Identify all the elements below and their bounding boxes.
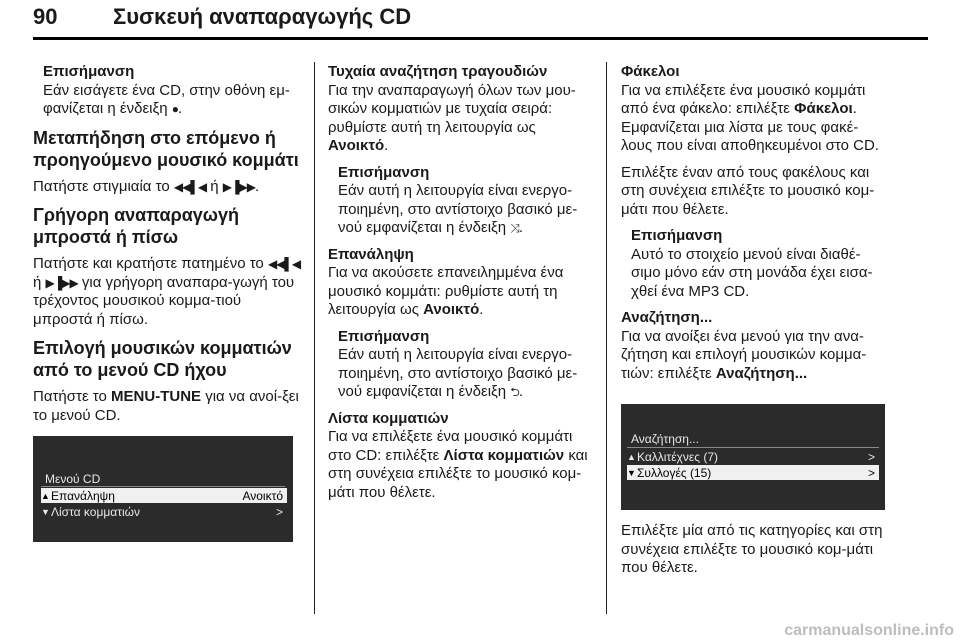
menu-item-label: Λίστα κομματιών [51,504,140,519]
menu-item-label: Καλλιτέχνες (7) [637,449,718,464]
fast-forward-icon: ▶▐▶▶ [45,275,78,290]
menu-tune-key: MENU-TUNE [111,388,202,405]
option-open: Ανοικτό [423,301,480,318]
chevron-right-icon: > [867,449,875,464]
heading-fast-play: Γρήγορη αναπαραγωγή μπροστά ή πίσω [33,205,239,247]
rewind-icon: ◀◀▌◀ [267,257,301,271]
text: Για να επιλέξετε ένα μουσικό κομμάτι στο CD: επιλέξτε [328,428,573,464]
paragraph-select-category: Επιλέξτε μία από τις κατηγορίες και στη συνέχεια επιλέξτε το μουσικό κομ-μάτι που θέλετε. [621,522,883,576]
page-title: Συσκευή αναπαραγωγής CD [113,4,412,29]
paragraph-cd-menu [33,388,301,425]
text: για γρήγορη αναπαρα-γωγή του τρέχοντος μουσικού κομμα-τιού μπροστά ή πίσω. [33,273,295,328]
next-track-icon: ▶▐▶▶ [222,179,255,194]
heading-track-list: Λίστα κομματιών [328,409,449,427]
search-menu-screen [621,404,885,510]
header-rule [33,37,928,40]
paragraph-next-track: Πατήστε στιγμιαία το ◀◀▌◀ ή ▶▐▶▶. [33,177,260,195]
repeat-icon: ⮌ [510,385,519,399]
paragraph-track-list [328,428,594,502]
note-heading: Επισήμανση [43,63,135,80]
note-text: Εάν αυτή η λειτουργία είναι ενεργο-ποιημένη, στο αντίστοιχο βασικό με-νού εμφανίζεται η ένδειξη [338,182,578,236]
note-shuffle: Επισήμανση Εάν αυτή η λειτουργία είναι ενεργο-ποιημένη, στο αντίστοιχο βασικό με-νού εμφανίζεται η ένδειξη ⤨. [328,164,594,238]
option-search: Αναζήτηση... [715,364,808,382]
menu-item-label: Επανάληψη [51,488,115,503]
text: Εμφανίζεται μια λίστα με τους φακέ-λους που είναι αποθηκευμένοι στο CD. [621,118,879,154]
note-mp3 [621,227,889,301]
heading-next-track: Μεταπήδηση στο επόμενο ή προηγούμενο μουσικό κομμάτι [33,127,299,170]
note-text: Εάν εισάγετε ένα CD, στην οθόνη εμ-φανίζεται η ένδειξη [43,81,290,117]
shuffle-icon: ⤨ [510,221,519,235]
note-cd: Επισήμανση Εάν εισάγετε ένα CD, στην οθόνη εμ-φανίζεται η ένδειξη ●. [33,63,301,119]
paragraph-repeat: Για να ακούσετε επανειλημμένα ένα μουσικό κομμάτι: ρυθμίστε αυτή τη λειτουργία ως Ανοικτό. [328,264,564,318]
text: για να ανοί-ξει το μενού CD. [33,388,299,424]
up-arrow-icon: ▲ [627,451,636,462]
disc-icon: ● [171,102,178,116]
option-open: Ανοικτό [328,137,385,154]
watermark: carmanualsonline.info [784,622,954,639]
text: ή [210,177,219,195]
text: Πατήστε και κρατήστε πατημένο το [33,255,264,272]
down-arrow-icon: ▼ [41,506,50,517]
menu-item-value: Ανοικτό [242,488,283,503]
cd-menu-screen [33,436,293,542]
heading-shuffle: Τυχαία αναζήτηση τραγουδιών [328,63,548,80]
menu-item-label: Συλλογές (15) [637,465,712,480]
note-heading: Επισήμανση [631,227,723,244]
note-heading: Επισήμανση [338,163,430,181]
heading-cd-menu: Επιλογή μουσικών κομματιών από το μενού CD ήχου [33,338,292,380]
menu-item-artists [627,449,879,464]
heading-folders: Φάκελοι [621,63,680,80]
heading-repeat: Επανάληψη [328,245,414,263]
heading-search: Αναζήτηση... [621,309,713,326]
paragraph-fast-play [33,255,301,329]
screen-divider [627,447,879,448]
option-folders: Φάκελοι [794,100,853,117]
paragraph-shuffle: Για την αναπαραγωγή όλων των μου-σικών κομματιών με τυχαία σειρά: ρυθμίστε αυτή τη λειτουργία ως Ανοικτό. [328,81,576,154]
note-text: Εάν αυτή η λειτουργία είναι ενεργο-ποιημένη, στο αντίστοιχο βασικό με-νού εμφανίζεται η ένδειξη [338,346,578,400]
text: και στη συνέχεια επιλέξτε το μουσικό κομ-μάτι που θέλετε. [328,446,588,501]
menu-item-track-list [41,504,287,519]
column-1 [33,63,301,433]
paragraph-select-folder: Επιλέξτε έναν από τους φακέλους και στη συνέχεια επιλέξτε το μουσικό κομ-μάτι που θέλετε. [621,163,875,218]
text: Για να ανοίξει ένα μενού για την ανα-ζήτηση και επιλογή μουσικών κομμα-τιών: επιλέξτε [621,327,867,382]
column-2 [328,63,594,510]
text: ή [33,273,42,291]
text: Πατήστε το [33,388,107,405]
column-3 [621,63,889,391]
page-number: 90 [33,4,58,29]
menu-item-compilations [627,465,879,480]
paragraph-search [621,328,889,384]
option-track-list: Λίστα κομματιών [443,446,565,464]
chevron-right-icon: > [867,465,875,480]
screen-title: Μενού CD [45,472,101,486]
note-heading: Επισήμανση [338,327,430,345]
screen-divider [41,486,285,487]
text: Για την αναπαραγωγή όλων των μου-σικών κομματιών με τυχαία σειρά: ρυθμίστε αυτή τη λειτουργία ως [328,81,576,136]
column-divider-1 [314,62,315,614]
down-arrow-icon: ▼ [627,467,636,478]
note-text: Αυτό το στοιχείο μενού είναι διαθέ-σιμο μόνο εάν στη μονάδα έχει εισα-χθεί ένα MP3 CD. [631,245,873,300]
previous-track-icon: ◀◀▌◀ [173,179,207,194]
menu-item-repeat [41,488,287,503]
up-arrow-icon: ▲ [41,490,50,501]
screen-title: Αναζήτηση... [631,432,699,446]
paragraph-folders: Για να επιλέξετε ένα μουσικό κομμάτι από ένα φάκελο: επιλέξτε Φάκελοι. Εμφανίζεται μια λίστα με τους φακέ-λους που είναι αποθηκευμένοι στο CD. [621,81,879,154]
column-divider-2 [606,62,607,614]
text: Πατήστε στιγμιαία το [33,177,170,195]
chevron-right-icon: > [275,504,283,519]
note-repeat: Επισήμανση Εάν αυτή η λειτουργία είναι ενεργο-ποιημένη, στο αντίστοιχο βασικό με-νού εμφανίζεται η ένδειξη ⮌. [328,328,594,402]
text: Για να επιλέξετε ένα μουσικό κομμάτι από ένα φάκελο: επιλέξτε [621,81,866,117]
text: Για να ακούσετε επανειλημμένα ένα μουσικό κομμάτι: ρυθμίστε αυτή τη λειτουργία ως [328,264,564,318]
